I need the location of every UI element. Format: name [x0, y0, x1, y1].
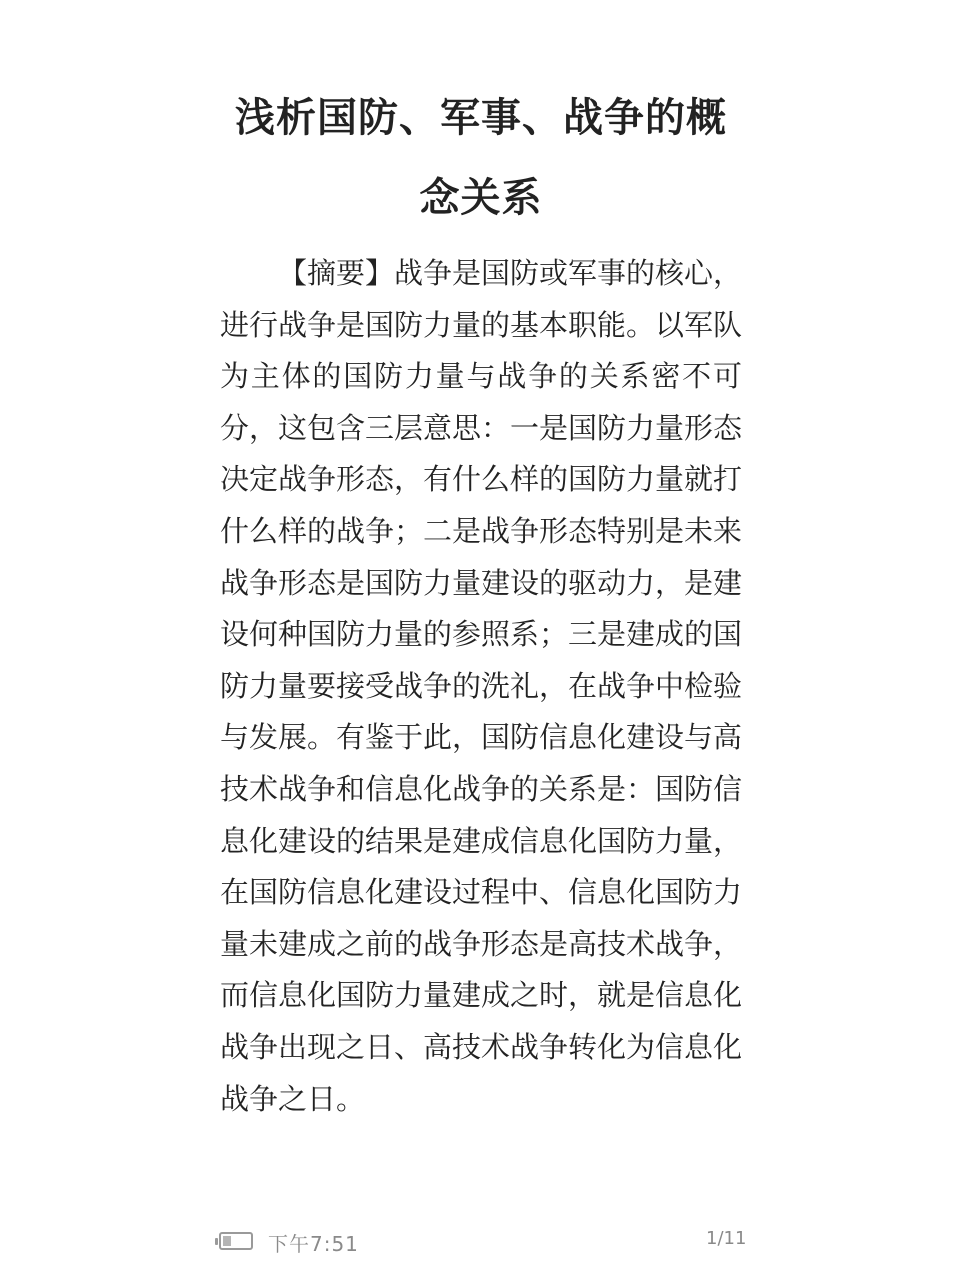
page-indicator: 1/11	[706, 1228, 747, 1249]
status-bar	[0, 1224, 960, 1264]
abstract-paragraph: 【摘要】战争是国防或军事的核心，进行战争是国防力量的基本职能。以军队为主体的国防力量与战争的关系密不可分，这包含三层意思：一是国防力量形态决定战争形态，有什么样的国防力量就打什么样的战争；二是战争形态特别是未来战争形态是国防力量建设的驱动力，是建设何种国防力量的参照系；三是建成的国防力量要接受战争的洗礼，在战争中检验与发展。有鉴于此，国防信息化建设与高技术战争和信息化战争的关系是：国防信息化建设的结果是建成信息化国防力量，在国防信息化建设过程中、信息化国防力量未建成之前的战争形态是高技术战争，而信息化国防力量建成之时，就是信息化战争出现之日、高技术战争转化为信息化战争之日。	[220, 256, 743, 1116]
document-title: 浅析国防、军事、战争的概念关系	[235, 95, 727, 221]
battery-icon	[219, 1232, 253, 1250]
status-time: 下午7:51	[268, 1232, 359, 1256]
